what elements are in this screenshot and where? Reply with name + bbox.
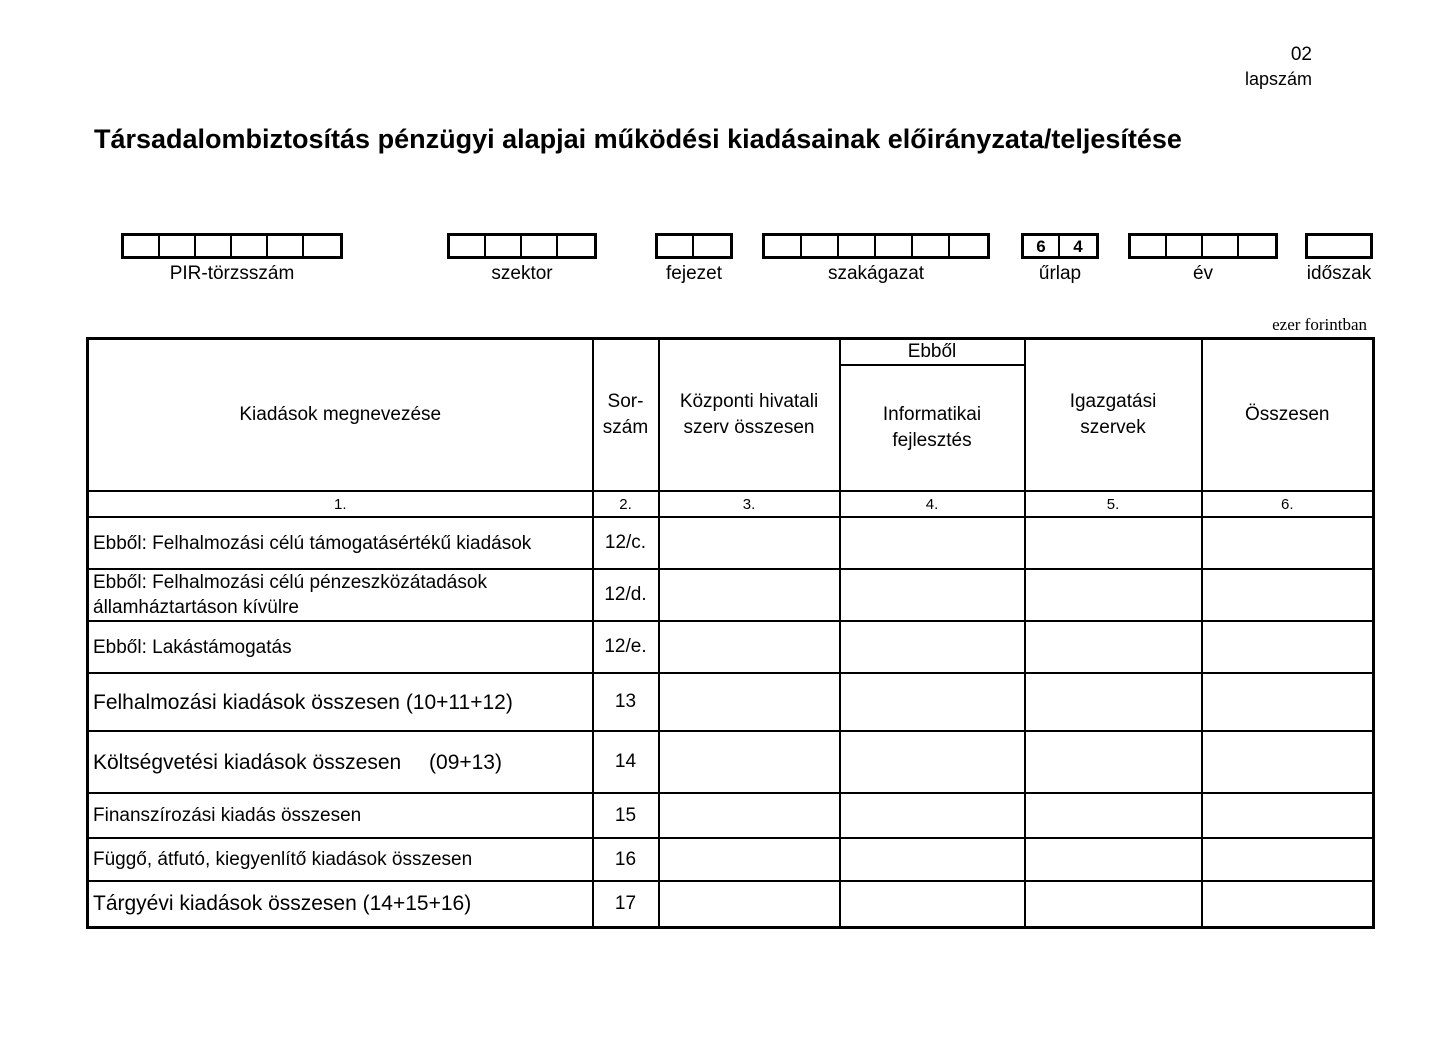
value-cell[interactable]	[1202, 731, 1374, 793]
header-sorszam-line2: szám	[602, 417, 649, 438]
page-number-label: lapszám	[1244, 69, 1312, 89]
table-row	[88, 517, 1374, 569]
szektor-field[interactable]	[447, 233, 597, 284]
form-title: Társadalombiztosítás pénzügyi alapjai működési kiadásainak előirányzata/teljesítése	[94, 124, 1182, 154]
value-cell[interactable]	[1202, 673, 1374, 731]
column-number: 4.	[840, 491, 1025, 517]
code-cell[interactable]	[1203, 236, 1239, 256]
value-cell[interactable]	[659, 517, 840, 569]
value-cell[interactable]	[840, 881, 1025, 927]
row-name: Tárgyévi kiadások összesen (14+15+16)	[88, 881, 593, 927]
row-code: 15	[593, 793, 659, 838]
code-cell[interactable]	[876, 236, 913, 256]
value-cell[interactable]	[840, 569, 1025, 621]
idoszak-label: időszak	[1306, 263, 1372, 284]
expenditure-table	[86, 337, 1375, 929]
value-cell[interactable]	[840, 621, 1025, 673]
row-code: 14	[593, 731, 659, 793]
value-cell[interactable]	[659, 673, 840, 731]
code-cell[interactable]	[765, 236, 802, 256]
code-cell[interactable]	[304, 236, 340, 256]
value-cell[interactable]	[659, 838, 840, 881]
header-name	[88, 339, 593, 492]
ev-field[interactable]	[1128, 233, 1278, 284]
fejezet-field[interactable]	[655, 233, 733, 284]
code-cell[interactable]: 6	[1024, 236, 1060, 256]
code-cell[interactable]	[486, 236, 522, 256]
code-cell[interactable]	[913, 236, 950, 256]
code-cell[interactable]	[950, 236, 987, 256]
code-cell[interactable]	[558, 236, 594, 256]
table-row	[88, 838, 1374, 881]
row-name-line2: államháztartáson kívülre	[93, 597, 299, 618]
value-cell[interactable]	[1202, 793, 1374, 838]
code-cell[interactable]	[268, 236, 304, 256]
code-cell[interactable]	[1308, 236, 1370, 256]
value-cell[interactable]	[840, 838, 1025, 881]
value-cell[interactable]	[1025, 621, 1202, 673]
value-cell[interactable]	[1202, 881, 1374, 927]
szakagazat-label: szakágazat	[827, 263, 925, 284]
fejezet-label: fejezet	[666, 263, 722, 284]
code-cell[interactable]	[160, 236, 196, 256]
row-name	[88, 569, 593, 621]
row-code: 16	[593, 838, 659, 881]
value-cell[interactable]	[659, 621, 840, 673]
header-ebbol-text: Ebből	[907, 341, 957, 362]
row-name: Függő, átfutó, kiegyenlítő kiadások összesen	[88, 838, 593, 881]
table-row	[88, 793, 1374, 838]
pir-torzsszam-label: PIR-törzsszám	[169, 263, 295, 284]
szakagazat-field[interactable]	[762, 233, 990, 284]
code-cell[interactable]	[232, 236, 268, 256]
value-cell[interactable]	[1025, 881, 1202, 927]
value-cell[interactable]	[1025, 838, 1202, 881]
header-igazgatasi-line2: szervek	[1080, 417, 1146, 438]
column-number: 6.	[1202, 491, 1374, 517]
header-sorszam	[593, 339, 659, 492]
column-number: 3.	[659, 491, 840, 517]
row-code: 12/d.	[593, 569, 659, 621]
header-kozponti	[659, 339, 840, 492]
code-cell[interactable]	[1167, 236, 1203, 256]
header-osszesen-text: Összesen	[1245, 404, 1330, 425]
column-number: 2.	[593, 491, 659, 517]
szakagazat-boxes[interactable]	[762, 233, 990, 259]
value-cell[interactable]	[840, 793, 1025, 838]
column-number-row	[88, 491, 1374, 517]
code-cell[interactable]	[196, 236, 232, 256]
table-row	[88, 621, 1374, 673]
row-code: 12/c.	[593, 517, 659, 569]
header-informatikai	[840, 365, 1025, 491]
row-code: 17	[593, 881, 659, 927]
value-cell[interactable]	[1025, 731, 1202, 793]
value-cell[interactable]	[1025, 673, 1202, 731]
header-sorszam-line1: Sor-	[607, 391, 644, 412]
code-cell[interactable]	[450, 236, 486, 256]
unit-note: ezer forintban	[1272, 315, 1367, 334]
table-row	[88, 731, 1374, 793]
value-cell[interactable]	[659, 881, 840, 927]
value-cell[interactable]	[1025, 569, 1202, 621]
urlap-label: űrlap	[1038, 263, 1082, 284]
header-kozponti-line1: Központi hivatali	[679, 391, 819, 412]
fejezet-boxes[interactable]	[655, 233, 733, 259]
header-kozponti-line2: szerv összesen	[683, 417, 815, 438]
row-code: 12/e.	[593, 621, 659, 673]
column-number: 5.	[1025, 491, 1202, 517]
page-number-block	[1245, 42, 1312, 92]
value-cell[interactable]	[1202, 838, 1374, 881]
value-cell[interactable]	[1025, 793, 1202, 838]
urlap-boxes[interactable]	[1021, 233, 1099, 259]
value-cell[interactable]	[1202, 517, 1374, 569]
header-name-text: Kiadások megnevezése	[239, 404, 442, 425]
ev-boxes[interactable]	[1128, 233, 1278, 259]
header-ebbol	[840, 339, 1025, 366]
idoszak-boxes[interactable]	[1305, 233, 1373, 259]
pir-torzsszam-boxes[interactable]	[121, 233, 343, 259]
code-cell[interactable]	[1239, 236, 1275, 256]
table-row	[88, 881, 1374, 927]
row-name-line1: Ebből: Felhalmozási célú pénzeszközátadások	[93, 572, 487, 593]
row-name: Ebből: Felhalmozási célú támogatásértékű kiadások	[88, 517, 593, 569]
column-number: 1.	[88, 491, 593, 517]
table-row	[88, 569, 1374, 621]
row-name	[88, 731, 593, 793]
idoszak-field[interactable]	[1305, 233, 1373, 284]
row-name: Felhalmozási kiadások összesen (10+11+12)	[88, 673, 593, 731]
urlap-field[interactable]	[1021, 233, 1099, 284]
row-code: 13	[593, 673, 659, 731]
header-row	[88, 339, 1374, 366]
page-number: 02	[1290, 44, 1312, 65]
value-cell[interactable]	[659, 793, 840, 838]
row-name-suffix: (09+13)	[429, 750, 502, 774]
szektor-boxes[interactable]	[447, 233, 597, 259]
szektor-label: szektor	[491, 263, 553, 284]
value-cell[interactable]	[1202, 569, 1374, 621]
row-name-text: Költségvetési kiadások összesen	[93, 750, 402, 774]
code-cell[interactable]	[1131, 236, 1167, 256]
value-cell[interactable]	[1202, 621, 1374, 673]
row-name: Ebből: Lakástámogatás	[88, 621, 593, 673]
value-cell[interactable]	[1025, 517, 1202, 569]
table-row	[88, 673, 1374, 731]
code-cell[interactable]	[839, 236, 876, 256]
pir-torzsszam-field[interactable]	[121, 233, 343, 284]
code-cell[interactable]	[802, 236, 839, 256]
code-cell[interactable]	[694, 236, 730, 256]
header-igazgatasi-line1: Igazgatási	[1069, 391, 1157, 412]
code-cell[interactable]: 4	[1073, 237, 1083, 256]
header-informatikai-line1: Informatikai	[882, 404, 982, 425]
code-cell[interactable]	[124, 236, 160, 256]
row-name: Finanszírozási kiadás összesen	[88, 793, 593, 838]
header-osszesen	[1202, 339, 1374, 492]
header-informatikai-line2: fejlesztés	[892, 430, 972, 451]
value-cell[interactable]	[659, 731, 840, 793]
value-cell[interactable]	[659, 569, 840, 621]
value-cell[interactable]	[840, 731, 1025, 793]
code-cell[interactable]	[658, 236, 694, 256]
value-cell[interactable]	[840, 517, 1025, 569]
header-igazgatasi	[1025, 339, 1202, 492]
value-cell[interactable]	[840, 673, 1025, 731]
code-cell[interactable]	[522, 236, 558, 256]
ev-label: év	[1192, 263, 1214, 284]
